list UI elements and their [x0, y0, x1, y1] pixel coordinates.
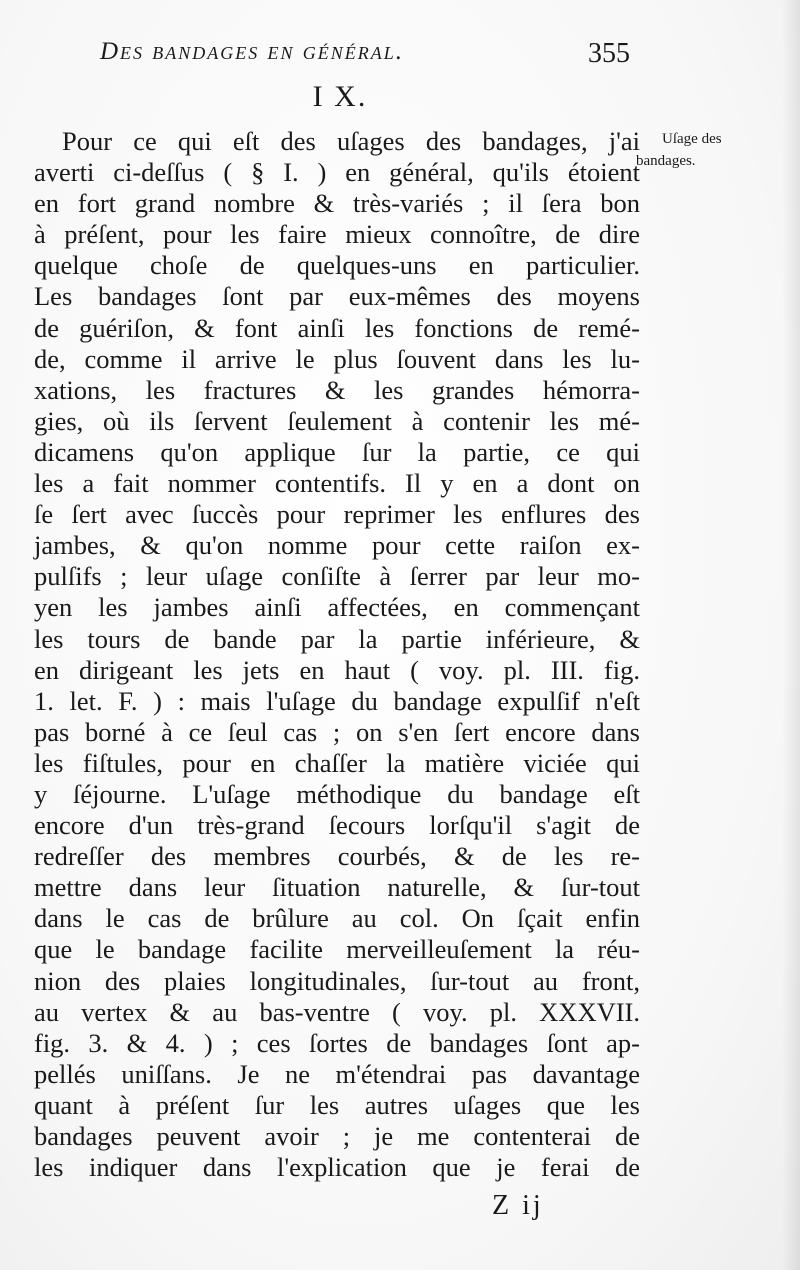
text-line: les tours de bande par la partie inférieure, & [34, 623, 640, 654]
text-line: encore d'un très-grand ſecours lorſqu'il s'agit de [34, 810, 640, 841]
text-line: nion des plaies longitudinales, ſur-tout au front, [34, 965, 640, 996]
section-number: I X. [312, 80, 368, 113]
text-line: les indiquer dans l'explication que je ferai de [34, 1152, 640, 1183]
text-line: en dirigeant les jets en haut ( voy. pl. III. fig. [34, 654, 640, 685]
margin-note-line-1: Uſage des [662, 131, 722, 147]
text-line: y ſéjourne. L'uſage méthodique du bandage eſt [34, 778, 640, 809]
text-line: gies, où ils ſervent ſeulement à contenir les mé- [34, 405, 640, 436]
text-line: dicamens qu'on applique ſur la partie, ce qui [34, 436, 640, 467]
page-number: 355 [588, 38, 630, 69]
running-title: Des bandages en général. [100, 38, 405, 65]
text-line: dans le cas de brûlure au col. On ſçait enfin [34, 903, 640, 934]
text-line: Les bandages ſont par eux-mêmes des moyens [34, 281, 640, 312]
text-line: jambes, & qu'on nomme pour cette raiſon ex- [34, 530, 640, 561]
text-line: mettre dans leur ſituation naturelle, & ſur-tout [34, 872, 640, 903]
text-line: pas borné à ce ſeul cas ; on s'en ſert encore dans [34, 716, 640, 747]
text-line: bandages peuvent avoir ; je me contenterai de [34, 1121, 640, 1151]
text-line: Pour ce qui eſt des uſages des bandages, j'ai [62, 126, 640, 156]
text-line: que le bandage facilite merveilleuſement la réu- [34, 934, 640, 965]
text-line: pulſifs ; leur uſage conſiſte à ſerrer par leur mo- [34, 561, 640, 592]
text-line: les fiſtules, pour en chaſſer la matière viciée qui [34, 747, 640, 778]
text-line: redreſſer des membres courbés, & de les re- [34, 841, 640, 872]
text-line: 1. let. F. ) : mais l'uſage du bandage expulſif n'eſt [34, 685, 640, 716]
margin-note-line-2: bandages. [636, 153, 696, 169]
text-line: yen les jambes ainſi affectées, en commençant [34, 592, 640, 623]
text-line: quelque choſe de quelques-uns en particulier. [34, 250, 640, 281]
margin-note [636, 128, 766, 172]
text-line: fig. 3. & 4. ) ; ces ſortes de bandages ſont ap- [34, 1027, 640, 1058]
body-paragraph [34, 126, 640, 1183]
text-line: de guériſon, & font ainſi les fonctions de remé- [34, 312, 640, 343]
text-line: ſe ſert avec ſuccès pour reprimer les enflures des [34, 499, 640, 530]
text-line: de, comme il arrive le plus ſouvent dans les lu- [34, 343, 640, 374]
page-edge-shadow [782, 0, 800, 1270]
page-header [100, 38, 640, 78]
text-line: xations, les fractures & les grandes hémorra- [34, 374, 640, 405]
signature-mark: Z ij [492, 1190, 544, 1221]
text-line: les a fait nommer contentifs. Il y en a dont on [34, 468, 640, 499]
text-line: au vertex & au bas-ventre ( voy. pl. XXXVII. [34, 996, 640, 1027]
text-line: averti ci-deſſus ( § I. ) en général, qu'ils étoient [34, 157, 640, 188]
text-line: à préſent, pour les faire mieux connoître, de dire [34, 219, 640, 250]
text-line: quant à préſent ſur les autres uſages que les [34, 1089, 640, 1120]
text-line: pellés uniſſans. Je ne m'étendrai pas davantage [34, 1058, 640, 1089]
text-line: en fort grand nombre & très-variés ; il ſera bon [34, 188, 640, 219]
